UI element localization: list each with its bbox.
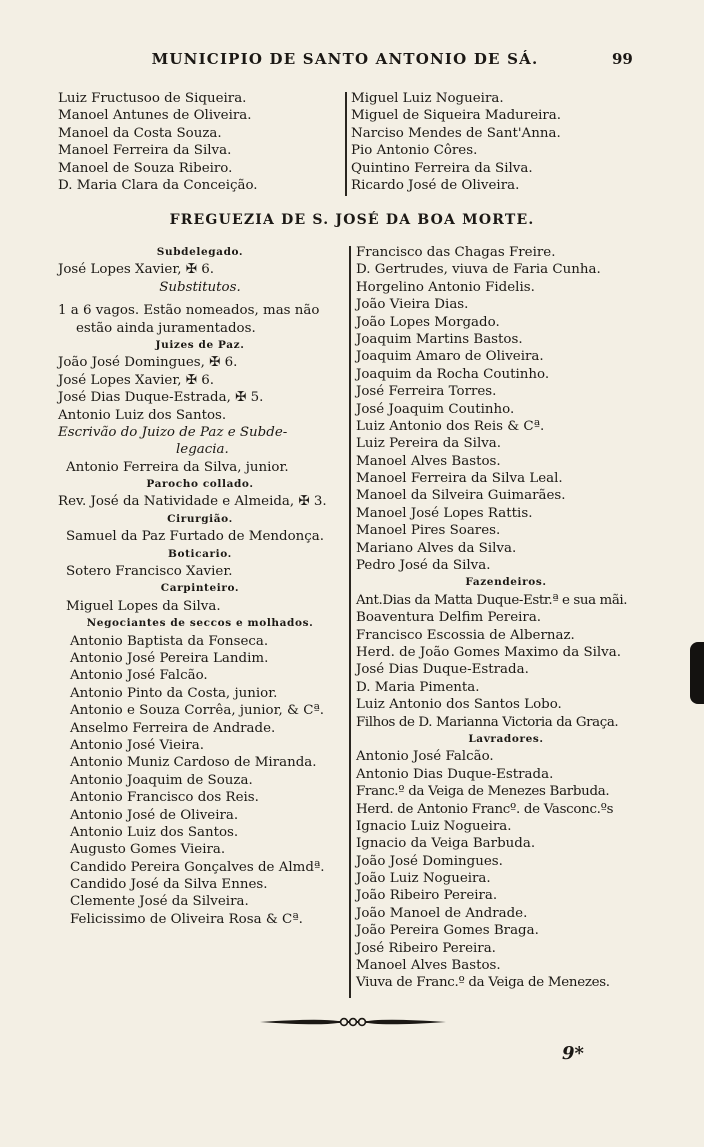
- list-item: João José Domingues, ✠ 6.: [58, 355, 238, 371]
- list-item: Antonio José Vieira.: [70, 737, 205, 753]
- list-item: Horgelino Antonio Fidelis.: [356, 279, 535, 295]
- list-item: Antonio José Falcão.: [70, 668, 208, 684]
- list-item: D. Maria Pimenta.: [356, 679, 480, 695]
- list-item: Miguel de Siqueira Madureira.: [351, 108, 562, 124]
- list-item: Manoel Alves Bastos.: [356, 453, 501, 469]
- section-title: FREGUEZIA DE S. JOSÉ DA BOA MORTE.: [169, 212, 535, 228]
- list-item: Rev. José da Natividade e Almeida, ✠ 3.: [58, 494, 327, 510]
- list-item: Antonio José Falcão.: [356, 749, 494, 765]
- list-item: José Dias Duque-Estrada, ✠ 5.: [58, 390, 264, 406]
- escrivao-header: Escrivão do Juizo de Paz e Subde-: [58, 424, 288, 440]
- lavradores-header: Lavradores.: [468, 732, 544, 745]
- list-item: José Lopes Xavier, ✠ 6.: [58, 262, 215, 278]
- list-item: Ignacio Luiz Nogueira.: [356, 818, 512, 834]
- list-item: João Vieira Dias.: [356, 297, 469, 313]
- list-item: Joaquim Martins Bastos.: [356, 331, 523, 347]
- list-item: Miguel Luiz Nogueira.: [351, 91, 504, 106]
- ink-blot: [690, 642, 704, 704]
- list-item: Joaquim Amaro de Oliveira.: [356, 349, 544, 365]
- list-item: João Pereira Gomes Braga.: [356, 923, 539, 939]
- fazendeiros-header: Fazendeiros.: [465, 576, 547, 589]
- list-item: Antonio Dias Duque-Estrada.: [356, 766, 554, 782]
- list-item: José Dias Duque-Estrada.: [356, 662, 529, 678]
- list-item: José Lopes Xavier, ✠ 6.: [58, 372, 215, 388]
- list-item: Joaquim da Rocha Coutinho.: [356, 366, 550, 382]
- parocho-header: Parocho collado.: [146, 478, 254, 491]
- list-item: Narciso Mendes de Sant'Anna.: [351, 125, 561, 141]
- cirurgiao-header: Cirurgião.: [167, 512, 233, 525]
- list-item: Manoel Ferreira da Silva.: [58, 143, 232, 159]
- list-item: Antonio Luiz dos Santos.: [70, 824, 239, 840]
- running-head: MUNICIPIO DE SANTO ANTONIO DE SÁ.: [151, 50, 539, 68]
- list-item: Mariano Alves da Silva.: [356, 540, 517, 556]
- list-item: Luiz Antonio dos Reis & Cª.: [356, 418, 545, 434]
- top-right-column: [351, 90, 651, 194]
- list-item: Miguel Lopes da Silva.: [66, 598, 221, 614]
- list-item: Antonio Joaquim de Souza.: [70, 772, 253, 788]
- list-item: Manoel Ferreira da Silva Leal.: [356, 471, 563, 487]
- list-item: João José Domingues.: [356, 853, 503, 869]
- list-item: Clemente José da Silveira.: [70, 894, 249, 910]
- list-item: Luiz Antonio dos Santos Lobo.: [356, 697, 562, 713]
- list-item: Candido Pereira Gonçalves de Almdª.: [70, 859, 325, 875]
- list-item: Ant.Dias da Matta Duque-Estr.ª e sua mãi.: [356, 592, 628, 608]
- list-item: João Luiz Nogueira.: [356, 871, 491, 887]
- ornament-divider: [258, 1012, 448, 1032]
- list-item: Antonio Pinto da Costa, junior.: [70, 685, 278, 701]
- list-item: Ricardo José de Oliveira.: [351, 177, 520, 193]
- list-item: Antonio José Pereira Landim.: [70, 650, 269, 666]
- list-item: Antonio Muniz Cardoso de Miranda.: [70, 755, 317, 771]
- list-item: 1 a 6 vagos. Estão nomeados, mas não: [58, 303, 320, 319]
- list-item: Candido José da Silva Ennes.: [70, 877, 268, 893]
- list-item: D. Maria Clara da Conceição.: [58, 177, 258, 193]
- list-item: Herd. de Antonio Francº. de Vasconc.ºs: [356, 801, 614, 817]
- subdelegado-header: Subdelegado.: [156, 246, 244, 258]
- list-item: Antonio Luiz dos Santos.: [58, 407, 227, 423]
- list-item: Antonio Francisco dos Reis.: [70, 790, 259, 806]
- list-item: José Joaquim Coutinho.: [356, 401, 515, 417]
- list-item: D. Gertrudes, viuva de Faria Cunha.: [356, 262, 601, 278]
- right-column: [356, 244, 656, 992]
- column-rule-top: [345, 92, 347, 196]
- list-item: Manoel José Lopes Rattis.: [356, 505, 533, 521]
- list-item: Manoel de Souza Ribeiro.: [58, 160, 233, 176]
- list-item: Quintino Ferreira da Silva.: [351, 160, 533, 176]
- list-item: Sotero Francisco Xavier.: [66, 564, 233, 580]
- column-rule-main: [349, 246, 351, 998]
- list-item: Pedro José da Silva.: [356, 558, 491, 574]
- list-item: João Ribeiro Pereira.: [356, 888, 498, 904]
- list-item: Pio Antonio Côres.: [351, 143, 478, 159]
- list-item: José Ferreira Torres.: [356, 384, 497, 400]
- substitutos-header: Substitutos.: [159, 279, 241, 295]
- list-item: Samuel da Paz Furtado de Mendonça.: [66, 529, 325, 545]
- list-item: Felicissimo de Oliveira Rosa & Cª.: [70, 911, 303, 927]
- list-item: Franc.º da Veiga de Menezes Barbuda.: [356, 784, 610, 800]
- list-item: Francisco Escossia de Albernaz.: [356, 627, 575, 643]
- signature-mark: 9*: [562, 1043, 584, 1064]
- list-item: Viuva de Franc.º da Veiga de Menezes.: [356, 975, 610, 991]
- list-item: Augusto Gomes Vieira.: [70, 842, 226, 858]
- list-item: Boaventura Delfim Pereira.: [356, 610, 542, 626]
- escrivao-header-cont: legacia.: [176, 442, 229, 458]
- list-item: Francisco das Chagas Freire.: [356, 245, 556, 260]
- list-item: Manoel Pires Soares.: [356, 523, 501, 539]
- list-item: Filhos de D. Marianna Victoria da Graça.: [356, 714, 619, 730]
- boticario-header: Boticario.: [168, 547, 232, 560]
- page-number: 99: [612, 50, 633, 68]
- juizes-header: Juizes de Paz.: [155, 338, 245, 351]
- list-item: João Lopes Morgado.: [356, 314, 500, 330]
- list-item: Antonio José de Oliveira.: [70, 807, 239, 823]
- top-left-column: [58, 90, 336, 194]
- list-item: Anselmo Ferreira de Andrade.: [70, 720, 276, 736]
- negociantes-header: Negociantes de seccos e molhados.: [86, 617, 314, 630]
- list-item: João Manoel de Andrade.: [356, 905, 528, 921]
- list-item: Manoel Antunes de Oliveira.: [58, 108, 252, 124]
- list-item: Ignacio da Veiga Barbuda.: [356, 836, 536, 852]
- list-item: Antonio Ferreira da Silva, junior.: [66, 459, 289, 475]
- list-item: Manoel da Costa Souza.: [58, 125, 222, 141]
- list-item: Herd. de João Gomes Maximo da Silva.: [356, 644, 621, 660]
- list-item: Antonio e Souza Corrêa, junior, & Cª.: [70, 703, 325, 719]
- list-item: Luiz Pereira da Silva.: [356, 436, 502, 452]
- list-item: Luiz Fructusoo de Siqueira.: [58, 91, 247, 106]
- carpinteiro-header: Carpinteiro.: [160, 582, 240, 595]
- left-column: [58, 244, 342, 928]
- list-item: estão ainda juramentados.: [76, 320, 256, 336]
- list-item: José Ribeiro Pereira.: [356, 940, 496, 956]
- list-item: Manoel da Silveira Guimarães.: [356, 488, 566, 504]
- list-item: Antonio Baptista da Fonseca.: [70, 633, 269, 649]
- list-item: Manoel Alves Bastos.: [356, 958, 501, 974]
